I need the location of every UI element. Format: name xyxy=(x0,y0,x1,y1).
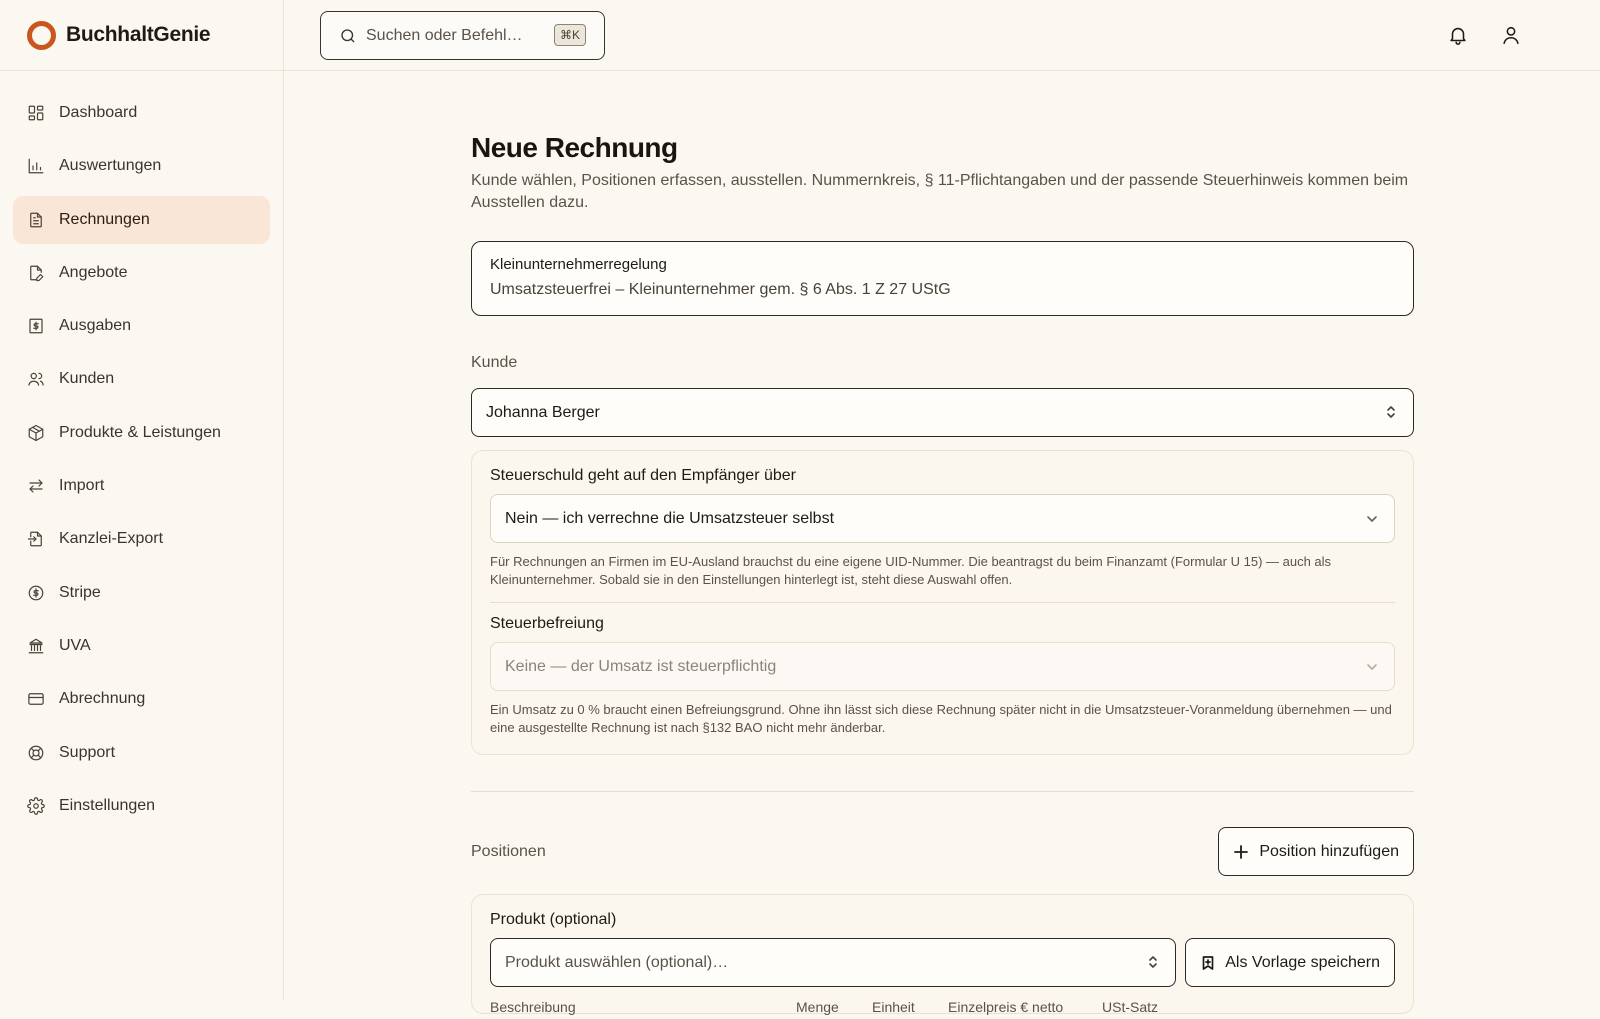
search-shortcut-badge: ⌘K xyxy=(554,24,586,46)
page-description: Kunde wählen, Positionen erfassen, ausstellen. Nummernkreis, § 11-Pflichtangaben und der passende Steuerhinweis kommen beim Ausstellen dazu. xyxy=(471,172,1409,211)
positions-label: Positionen xyxy=(471,842,546,860)
sidebar-item-label: Kunden xyxy=(59,370,115,388)
brand-name: BuchhaltGenie xyxy=(66,23,211,46)
column-header: USt-Satz xyxy=(1102,999,1159,1015)
edit-document-icon xyxy=(27,264,45,282)
column-header: Menge xyxy=(796,999,839,1015)
sidebar-item-stripe[interactable] xyxy=(13,569,270,617)
users-icon xyxy=(27,370,45,388)
sidebar-item-produkte-leistungen[interactable] xyxy=(13,409,270,457)
product-select-placeholder: Produkt auswählen (optional)… xyxy=(505,953,729,971)
sidebar-item-label: Abrechnung xyxy=(59,690,146,708)
reverse-charge-value: Nein — ich verrechne die Umsatzsteuer selbst xyxy=(505,509,835,527)
customer-label: Kunde xyxy=(471,354,518,371)
sidebar-item-label: UVA xyxy=(59,636,91,654)
save-template-label: Als Vorlage speichern xyxy=(1225,953,1380,971)
sidebar-item-label: Rechnungen xyxy=(59,210,150,228)
tax-exemption-hint: Ein Umsatz zu 0 % braucht einen Befreiungsgrund. Ohne ihn lässt sich diese Rechnung später nicht in die Umsatzsteuer-Voranmeldung übernehmen — und eine ausgestellte Rechnung ist nach §132 BAO nicht mehr änderbar. xyxy=(490,702,1392,735)
bank-icon xyxy=(27,637,45,655)
brand[interactable] xyxy=(0,0,283,71)
sidebar-item-angebote[interactable] xyxy=(13,249,270,297)
sidebar-item-einstellungen[interactable] xyxy=(13,782,270,830)
tax-settings-panel xyxy=(471,450,1414,755)
sidebar-item-label: Support xyxy=(59,743,116,761)
customer-select-value: Johanna Berger xyxy=(486,403,600,421)
add-position-label: Position hinzufügen xyxy=(1259,842,1399,860)
main-content xyxy=(471,71,1414,1014)
customer-select[interactable] xyxy=(471,388,1414,437)
sidebar-nav xyxy=(0,71,283,853)
sidebar-item-import[interactable] xyxy=(13,462,270,510)
tax-exemption-label: Steuerbefreiung xyxy=(490,615,604,632)
invoice-icon xyxy=(27,211,45,229)
sidebar-item-label: Import xyxy=(59,477,105,495)
position-column-headers xyxy=(490,999,1395,1019)
plus-icon xyxy=(1233,844,1249,860)
credit-card-icon xyxy=(27,690,45,708)
sidebar-item-label: Ausgaben xyxy=(59,317,132,335)
receipt-icon xyxy=(27,317,45,335)
sidebar-item-kunden[interactable] xyxy=(13,355,270,403)
reverse-charge-label: Steuerschuld geht auf den Empfänger über xyxy=(490,467,796,484)
chevron-up-down-icon xyxy=(1145,954,1161,970)
sidebar-item-label: Angebote xyxy=(59,263,128,281)
sidebar-item-label: Einstellungen xyxy=(59,796,156,814)
dashboard-icon xyxy=(27,104,45,122)
small-business-info-box xyxy=(471,241,1414,316)
reverse-charge-select[interactable] xyxy=(490,494,1395,543)
divider xyxy=(490,602,1395,603)
product-select[interactable] xyxy=(490,938,1176,987)
topbar xyxy=(284,0,1600,71)
positions-header xyxy=(471,827,1414,876)
arrows-swap-icon xyxy=(27,477,45,495)
page-title: Neue Rechnung xyxy=(471,132,678,163)
sidebar-item-label: Auswertungen xyxy=(59,157,162,175)
sidebar-item-abrechnung[interactable] xyxy=(13,675,270,723)
info-box-title: Kleinunternehmerregelung xyxy=(490,256,667,273)
sidebar-item-label: Produkte & Leistungen xyxy=(59,423,221,441)
bell-icon[interactable] xyxy=(1446,23,1470,47)
search-icon xyxy=(339,27,357,45)
bookmark-plus-icon xyxy=(1200,955,1216,971)
gear-icon xyxy=(27,797,45,815)
info-box-subtitle: Umsatzsteuerfrei – Kleinunternehmer gem. § 6 Abs. 1 Z 27 UStG xyxy=(490,281,951,298)
column-header: Einzelpreis € netto xyxy=(948,999,1064,1015)
sidebar-item-support[interactable] xyxy=(13,729,270,777)
tax-exemption-select[interactable] xyxy=(490,642,1395,691)
tax-exemption-value: Keine — der Umsatz ist steuerpflichtig xyxy=(505,657,777,675)
search-placeholder: Suchen oder Befehl… xyxy=(366,26,523,44)
column-header: Einheit xyxy=(872,999,915,1015)
chevron-down-icon xyxy=(1364,659,1380,675)
sidebar-item-dashboard[interactable] xyxy=(13,89,270,137)
product-label: Produkt (optional) xyxy=(490,911,617,928)
product-row xyxy=(490,938,1395,987)
dollar-circle-icon xyxy=(27,584,45,602)
column-header: Beschreibung xyxy=(490,999,576,1015)
sidebar xyxy=(0,0,284,1000)
position-item-panel xyxy=(471,894,1414,1014)
sidebar-item-auswertungen[interactable] xyxy=(13,142,270,190)
search-input[interactable] xyxy=(320,11,605,60)
lifebuoy-icon xyxy=(27,744,45,762)
add-position-button[interactable] xyxy=(1218,827,1414,876)
logo-ring-icon xyxy=(27,21,56,50)
package-icon xyxy=(27,424,45,442)
bar-chart-icon xyxy=(27,157,45,175)
sidebar-item-ausgaben[interactable] xyxy=(13,302,270,350)
sidebar-item-label: Dashboard xyxy=(59,104,138,121)
sidebar-item-uva[interactable] xyxy=(13,622,270,670)
chevron-down-icon xyxy=(1364,511,1380,527)
file-export-icon xyxy=(27,530,45,548)
save-template-button[interactable] xyxy=(1185,938,1395,987)
sidebar-item-rechnungen[interactable] xyxy=(13,196,270,244)
section-divider xyxy=(471,791,1414,792)
sidebar-item-kanzlei-export[interactable] xyxy=(13,515,270,563)
sidebar-item-label: Stripe xyxy=(59,583,101,601)
sidebar-item-label: Kanzlei-Export xyxy=(59,530,164,548)
user-icon[interactable] xyxy=(1499,23,1523,47)
chevron-up-down-icon xyxy=(1383,404,1399,420)
reverse-charge-hint: Für Rechnungen an Firmen im EU-Ausland brauchst du eine eigene UID-Nummer. Die beantragst du beim Finanzamt (Formular U 15) — auch als Kleinunternehmer. Sobald sie in den Einstellungen hinterlegt ist, steht diese Auswahl offen. xyxy=(490,554,1332,587)
